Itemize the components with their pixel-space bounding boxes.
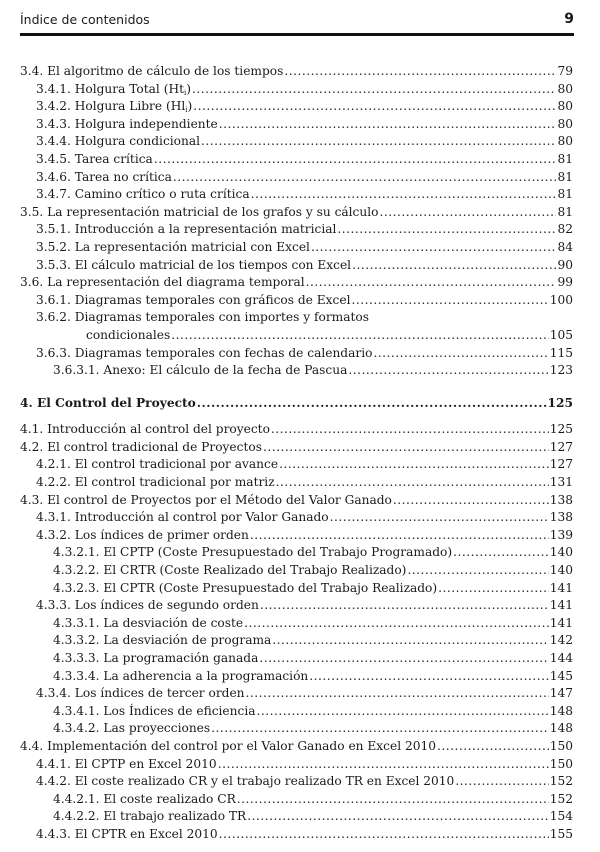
toc-entry-page: 145: [549, 668, 573, 683]
toc-entry-text: 3.5.3. El cálculo matricial de los tiempos con Excel: [36, 257, 352, 272]
toc-entry[interactable]: [20, 650, 573, 668]
toc-entry-text: 4.4.2. El coste realizado CR y el trabajo realizado TR en Excel 2010: [36, 774, 455, 789]
toc-entry[interactable]: [20, 151, 573, 169]
toc-entry[interactable]: [20, 509, 573, 527]
toc-entry[interactable]: [20, 580, 573, 598]
toc-entry-text: 3.5.2. La representación matricial con Excel: [36, 239, 310, 254]
dot-leader: [173, 169, 557, 187]
toc-entry-title: [20, 274, 305, 292]
toc-entry[interactable]: [20, 632, 573, 650]
toc-entry-text: 3.6. La representación del diagrama temporal: [20, 275, 305, 290]
toc-entry-title: [36, 756, 217, 774]
toc-entry-title: [36, 309, 369, 327]
toc-entry-title: [53, 703, 255, 721]
toc-entry[interactable]: [20, 221, 573, 239]
toc-entry-text: 4. El Control del Proyecto: [20, 396, 196, 411]
toc-entry-title: [36, 685, 245, 703]
toc-entry-page: 127: [549, 457, 573, 472]
dot-leader: [171, 327, 548, 345]
toc-entry-page: 123: [549, 363, 573, 378]
toc-entry-title: [36, 98, 192, 116]
toc-entry-text: 4.3.2.2. El CRTR (Coste Realizado del Trabajo Realizado): [53, 563, 407, 578]
toc-entry[interactable]: [20, 685, 573, 703]
toc-entry-text: 4.2.2. El control tradicional por matriz: [36, 475, 275, 490]
toc-entry-page: 131: [549, 475, 573, 490]
toc-entry-page: 141: [549, 598, 573, 613]
dot-leader: [348, 362, 548, 380]
dot-leader: [250, 527, 549, 545]
dot-leader: [154, 151, 557, 169]
dot-leader: [379, 204, 556, 222]
toc-entry-text: 4.3.4.1. Los Índices de eficiencia: [53, 703, 256, 718]
dot-leader: [352, 257, 556, 275]
toc-entry[interactable]: [20, 668, 573, 686]
toc-entry-title: [36, 151, 153, 169]
toc-entry-page: 142: [549, 633, 573, 648]
dot-leader: [260, 597, 549, 615]
dot-leader: [259, 650, 548, 668]
toc-entry-text: 3.5. La representación matricial de los grafos y su cálculo: [20, 204, 379, 219]
toc-entry-page: 147: [549, 686, 573, 701]
toc-entry-title: [53, 668, 308, 686]
toc-entry-title: [53, 562, 406, 580]
toc-entry[interactable]: [20, 239, 573, 257]
toc-entry[interactable]: [20, 345, 573, 363]
dot-leader: [272, 632, 548, 650]
toc-entry-page: 138: [549, 510, 573, 525]
toc-entry-title: [20, 63, 283, 81]
dot-leader: [218, 756, 549, 774]
toc-entry[interactable]: [20, 169, 573, 187]
toc-entry-title: [20, 204, 378, 222]
dot-leader: [263, 439, 549, 457]
toc-entry-title: [36, 826, 218, 844]
dot-leader: [337, 221, 556, 239]
toc-entry-title: [20, 421, 270, 439]
toc-entry-text: 4.3. El control de Proyectos por el Método del Valor Ganado: [20, 492, 392, 507]
toc-entry-title: [36, 221, 336, 239]
toc-entry-title: [36, 345, 372, 363]
toc-entry-text: 4.4.1. El CPTP en Excel 2010: [36, 756, 217, 771]
toc-entry-text: 4.3.2. Los índices de primer orden: [36, 527, 249, 542]
toc-entry-page: 148: [549, 721, 573, 736]
toc-entry-title: [53, 615, 243, 633]
toc-entry-page: 80: [557, 99, 573, 114]
toc-entry-text: 3.4.1. Holgura Total (Ht: [36, 81, 184, 96]
toc-entry[interactable]: [20, 492, 573, 510]
toc-entry-text: 4.3.2.3. El CPTR (Coste Presupuestado del Trabajo Realizado): [53, 580, 438, 595]
dot-leader: [311, 239, 557, 257]
toc-entry[interactable]: [20, 133, 573, 151]
toc-entry[interactable]: [20, 186, 573, 204]
dot-leader: [237, 791, 549, 809]
dot-leader: [276, 474, 549, 492]
toc-entry-text: 4.3.3.1. La desviación de coste: [53, 615, 244, 630]
toc-entry-page: 140: [549, 545, 573, 560]
dot-leader: [393, 492, 549, 510]
toc-entry[interactable]: [20, 98, 573, 116]
toc-entry-page: 138: [549, 492, 573, 507]
dot-leader: [251, 186, 557, 204]
toc-entry[interactable]: [20, 597, 573, 615]
toc-entry-text: 4.3.3.4. La adherencia a la programación: [53, 668, 309, 683]
dot-leader: [330, 509, 549, 527]
toc-entry-page: 139: [549, 527, 573, 542]
toc-entry-page: 82: [557, 222, 573, 237]
dot-leader: [437, 738, 549, 756]
toc-entry-text: 4.3.1. Introducción al control por Valor Ganado: [36, 510, 329, 525]
dot-leader: [284, 63, 556, 81]
toc-entry[interactable]: [20, 808, 573, 826]
toc-entry-text: 4.1. Introducción al control del proyecto: [20, 422, 270, 437]
toc-entry-title: [36, 169, 172, 187]
toc-entry-text: 3.6.1. Diagramas temporales con gráficos de Excel: [36, 292, 351, 307]
dot-leader: [455, 773, 548, 791]
toc-entry[interactable]: [20, 474, 573, 492]
toc-entry[interactable]: [20, 327, 573, 345]
toc-entry-page: 80: [557, 134, 573, 149]
dot-leader: [192, 81, 556, 99]
toc-entry-text: 3.4.5. Tarea crítica: [36, 151, 153, 166]
toc-entry-page: 81: [557, 204, 573, 219]
toc-entry-page: 140: [549, 563, 573, 578]
toc-entry-title: [36, 509, 329, 527]
toc-entry-text: 4.3.3. Los índices de segundo orden: [36, 598, 259, 613]
dot-leader: [219, 116, 557, 134]
toc-entry[interactable]: [20, 826, 573, 844]
dot-leader: [438, 580, 549, 598]
toc-entry-page: 127: [549, 439, 573, 454]
table-of-contents: [20, 63, 573, 844]
toc-entry-title: [36, 239, 310, 257]
toc-entry-title: [53, 580, 437, 598]
toc-entry[interactable]: [20, 562, 573, 580]
toc-entry-title: [36, 474, 275, 492]
dot-leader: [453, 544, 549, 562]
toc-entry-page: 141: [549, 580, 573, 595]
toc-entry[interactable]: [20, 81, 573, 99]
toc-entry-text: 4.3.3.2. La desviación de programa: [53, 633, 272, 648]
toc-entry-page: 125: [547, 396, 573, 411]
toc-entry-page: 81: [557, 151, 573, 166]
toc-entry-text: 3.4.2. Holgura Libre (Hl: [36, 99, 186, 114]
toc-entry-text: 3.5.1. Introducción a la representación matricial: [36, 222, 337, 237]
toc-entry-page: 144: [549, 651, 573, 665]
toc-entry-page: 152: [549, 791, 573, 806]
toc-entry-page: 80: [557, 116, 573, 131]
toc-entry-title: [36, 186, 250, 204]
toc-entry-text: 3.4.7. Camino crítico o ruta crítica: [36, 187, 250, 202]
toc-entry-page: 90: [557, 257, 573, 272]
toc-entry-page: 152: [549, 774, 573, 789]
toc-entry-page: 81: [557, 187, 573, 202]
toc-entry[interactable]: [20, 116, 573, 134]
toc-entry-page: 115: [549, 345, 573, 360]
dot-leader: [256, 703, 548, 721]
toc-entry-text: 3.4. El algoritmo de cálculo de los tiempos: [20, 64, 284, 78]
toc-entry-text: 4.3.4.2. Las proyecciones: [53, 721, 211, 736]
toc-entry-title: [36, 527, 249, 545]
toc-entry[interactable]: [20, 456, 573, 474]
toc-entry-title: [20, 738, 436, 756]
toc-entry-text-suffix: ): [187, 99, 193, 114]
toc-entry-text: 3.4.6. Tarea no crítica: [36, 169, 172, 184]
toc-entry[interactable]: [20, 720, 573, 738]
toc-entry-page: 125: [549, 422, 573, 437]
toc-entry-title: [53, 362, 347, 380]
toc-entry-text-suffix: ): [186, 81, 191, 96]
dot-leader: [244, 615, 549, 633]
toc-entry[interactable]: [20, 309, 573, 327]
toc-entry[interactable]: [20, 274, 573, 292]
toc-entry[interactable]: [20, 703, 573, 721]
dot-leader: [246, 685, 549, 703]
toc-entry-title: [36, 116, 218, 134]
toc-entry-text: 3.6.3.1. Anexo: El cálculo de la fecha de Pascua: [53, 363, 348, 378]
dot-leader: [193, 98, 556, 116]
running-header-title: Índice de contenidos: [20, 12, 150, 27]
toc-entry[interactable]: [20, 527, 573, 545]
toc-entry[interactable]: [20, 204, 573, 222]
toc-entry-text: 4.4.3. El CPTR en Excel 2010: [36, 826, 218, 841]
toc-entry-title: [36, 257, 351, 275]
toc-entry[interactable]: [20, 257, 573, 275]
toc-entry[interactable]: [20, 738, 573, 756]
toc-entry[interactable]: [20, 63, 573, 81]
toc-entry-title: [53, 791, 236, 809]
subscript: i: [183, 88, 187, 97]
dot-leader: [201, 133, 556, 151]
toc-entry-page: 154: [549, 809, 573, 824]
dot-leader: [407, 562, 548, 580]
toc-entry-title: [53, 632, 271, 650]
toc-entry[interactable]: [20, 292, 573, 310]
toc-entry[interactable]: [20, 544, 573, 562]
toc-entry-title: [20, 439, 262, 457]
toc-entry-text: 3.4.4. Holgura condicional: [36, 134, 201, 149]
toc-entry-text: 3.6.2. Diagramas temporales con importes y formatos: [36, 310, 369, 325]
toc-entry-title: [53, 808, 246, 826]
toc-entry[interactable]: [20, 756, 573, 774]
toc-entry-page: 155: [549, 826, 573, 841]
toc-entry[interactable]: [20, 395, 573, 413]
dot-leader: [211, 720, 549, 738]
toc-entry-text: 4.3.2.1. El CPTP (Coste Presupuestado del Trabajo Programado): [53, 545, 453, 560]
toc-entry-text: 4.3.3.3. La programación ganada: [53, 651, 259, 665]
dot-leader: [351, 292, 548, 310]
toc-entry[interactable]: [20, 773, 573, 791]
toc-entry[interactable]: [20, 362, 573, 380]
toc-entry-page: 150: [549, 756, 573, 771]
toc-entry-text: 3.6.3. Diagramas temporales con fechas de calendario: [36, 345, 373, 360]
toc-entry-page: 79: [557, 64, 573, 78]
toc-entry-text: 4.4. Implementación del control por el Valor Ganado en Excel 2010: [20, 738, 436, 753]
toc-entry-title: [36, 81, 191, 99]
toc-entry-page: 100: [549, 292, 573, 307]
toc-entry-text: 3.4.3. Holgura independiente: [36, 116, 218, 131]
toc-entry-title: [20, 395, 196, 413]
dot-leader: [271, 421, 549, 439]
dot-leader: [219, 826, 549, 844]
toc-entry-page: 150: [549, 738, 573, 753]
toc-entry-page: 141: [549, 615, 573, 630]
page-number: 9: [564, 11, 574, 27]
running-header: [20, 9, 574, 36]
toc-entry-title: [86, 327, 170, 345]
dot-leader: [373, 345, 548, 363]
toc-entry-page: 105: [549, 327, 573, 342]
toc-entry-title: [36, 456, 278, 474]
toc-entry-text: condicionales: [86, 327, 171, 342]
dot-leader: [279, 456, 549, 474]
toc-entry[interactable]: [20, 615, 573, 633]
toc-entry-title: [20, 492, 392, 510]
toc-entry[interactable]: [20, 421, 573, 439]
toc-entry-text: 4.2.1. El control tradicional por avance: [36, 457, 279, 472]
toc-entry-title: [36, 292, 350, 310]
toc-entry-page: 84: [557, 239, 573, 254]
toc-entry-title: [36, 773, 454, 791]
toc-entry-page: 99: [557, 275, 573, 290]
toc-entry-text: 4.2. El control tradicional de Proyectos: [20, 439, 262, 454]
toc-entry-title: [36, 597, 259, 615]
toc-entry-title: [53, 544, 452, 562]
toc-entry-page: 81: [557, 169, 573, 184]
toc-entry[interactable]: [20, 439, 573, 457]
toc-entry-page: 80: [557, 81, 573, 96]
toc-entry-text: 4.4.2.1. El coste realizado CR: [53, 791, 236, 806]
dot-leader: [197, 395, 547, 413]
toc-entry[interactable]: [20, 791, 573, 809]
toc-entry-title: [53, 650, 258, 668]
subscript: i: [185, 106, 188, 115]
dot-leader: [309, 668, 548, 686]
dot-leader: [306, 274, 557, 292]
toc-entry-text: 4.3.4. Los índices de tercer orden: [36, 686, 245, 701]
toc-entry-page: 148: [549, 703, 573, 718]
toc-entry-title: [53, 720, 210, 738]
toc-entry-text: 4.4.2.2. El trabajo realizado TR: [53, 809, 247, 824]
toc-entry-title: [36, 133, 200, 151]
dot-leader: [247, 808, 549, 826]
